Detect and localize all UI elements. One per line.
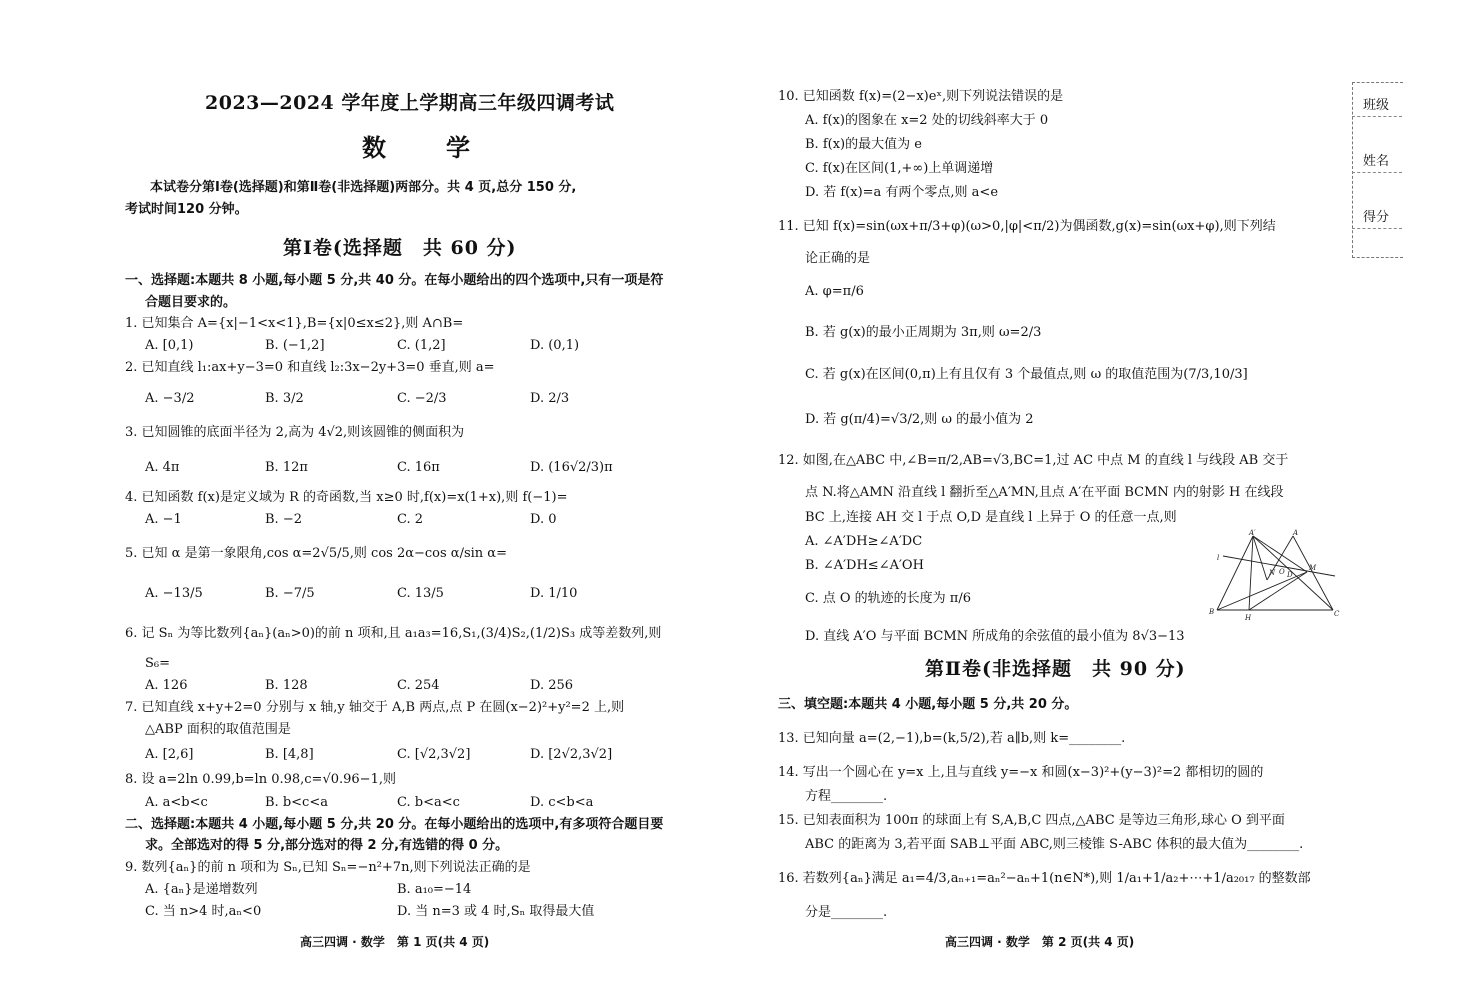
q8-option-c: C. b<a<c bbox=[397, 795, 460, 810]
label-o: O bbox=[1279, 568, 1285, 576]
q16-line-1: 16. 若数列{aₙ}满足 a₁=4/3,aₙ₊₁=aₙ²−aₙ+1(n∈N*),则 1/a₁+1/a₂+⋯+1/a₂₀₁₇ 的整数部 bbox=[778, 871, 1311, 886]
q9-option-c: C. 当 n>4 时,aₙ<0 bbox=[145, 904, 262, 919]
q10-option-b: B. f(x)的最大值为 e bbox=[805, 137, 922, 152]
q6-option-c: C. 254 bbox=[397, 678, 440, 693]
q6-option-a: A. 126 bbox=[145, 678, 188, 693]
edge-a-c bbox=[1293, 536, 1333, 610]
intro-line-1: 本试卷分第Ⅰ卷(选择题)和第Ⅱ卷(非选择题)两部分。共 4 页,总分 150 分, bbox=[150, 180, 577, 195]
label-d: D bbox=[1287, 571, 1293, 579]
q11-stem-line-2: 论正确的是 bbox=[805, 251, 871, 266]
subject-title: 数 学 bbox=[362, 133, 488, 162]
q9-option-a: A. {aₙ}是递增数列 bbox=[145, 882, 258, 897]
q5-stem: 5. 已知 α 是第一象限角,cos α=2√5/5,则 cos 2α−cos α/sin α= bbox=[125, 546, 507, 561]
section1-line-1: 一、选择题:本题共 8 小题,每小题 5 分,共 40 分。在每小题给出的四个选项中,只有一项是符 bbox=[125, 273, 664, 288]
q7-stem-line-1: 7. 已知直线 x+y+2=0 分别与 x 轴,y 轴交于 A,B 两点,点 P 在圆(x−2)²+y²=2 上,则 bbox=[125, 700, 625, 715]
part1-title: 第Ⅰ卷(选择题 共 60 分) bbox=[283, 237, 517, 259]
q3-option-c: C. 16π bbox=[397, 460, 440, 475]
label-a: A bbox=[1293, 529, 1299, 537]
q6-option-b: B. 128 bbox=[265, 678, 308, 693]
q8-option-a: A. a<b<c bbox=[145, 795, 208, 810]
q12-option-b: B. ∠A′DH≤∠A′OH bbox=[805, 558, 924, 573]
name-field-line[interactable] bbox=[1352, 172, 1402, 173]
q12-option-d: D. 直线 A′O 与平面 BCMN 所成角的余弦值的最小值为 8√3−13 bbox=[805, 629, 1185, 644]
score-label: 得分 bbox=[1363, 210, 1390, 225]
q11-option-b: B. 若 g(x)的最小正周期为 3π,则 ω=2/3 bbox=[805, 325, 1042, 340]
q12-geometry-figure bbox=[1205, 528, 1343, 624]
q3-option-d: D. (16√2/3)π bbox=[530, 460, 613, 475]
score-field-line[interactable] bbox=[1352, 228, 1402, 229]
q4-option-b: B. −2 bbox=[265, 512, 302, 527]
q7-option-a: A. [2,6] bbox=[145, 747, 194, 762]
class-field-line[interactable] bbox=[1352, 116, 1402, 117]
label-n: N bbox=[1269, 569, 1276, 577]
q5-option-a: A. −13/5 bbox=[145, 586, 203, 601]
q5-option-b: B. −7/5 bbox=[265, 586, 315, 601]
section2-line-1: 二、选择题:本题共 4 小题,每小题 5 分,共 20 分。在每小题给出的选项中,有多项符合题目要 bbox=[125, 817, 664, 832]
q8-stem: 8. 设 a=2ln 0.99,b=ln 0.98,c=√0.96−1,则 bbox=[125, 772, 396, 787]
name-label: 姓名 bbox=[1363, 154, 1390, 169]
q11-option-c: C. 若 g(x)在区间(0,π)上有且仅有 3 个最值点,则 ω 的取值范围为(7/3,10/3] bbox=[805, 367, 1248, 382]
label-b: B bbox=[1209, 608, 1215, 616]
q5-option-d: D. 1/10 bbox=[530, 586, 578, 601]
q1-stem: 1. 已知集合 A={x|−1<x<1},B={x|0≤x≤2},则 A∩B= bbox=[125, 316, 464, 331]
q8-option-b: B. b<c<a bbox=[265, 795, 328, 810]
q7-option-c: C. [√2,3√2] bbox=[397, 747, 471, 762]
q15-line-1: 15. 已知表面积为 100π 的球面上有 S,A,B,C 四点,△ABC 是等边三角形,球心 O 到平面 bbox=[778, 813, 1285, 828]
q12-stem-line-1: 12. 如图,在△ABC 中,∠B=π/2,AB=√3,BC=1,过 AC 中点 M 的直线 l 与线段 AB 交于 bbox=[778, 453, 1289, 468]
section2-line-2: 求。全部选对的得 5 分,部分选对的得 2 分,有选错的得 0 分。 bbox=[145, 838, 509, 853]
q11-stem-line-1: 11. 已知 f(x)=sin(ωx+π/3+φ)(ω>0,|φ|<π/2)为偶函数,g(x)=sin(ωx+φ),则下列结 bbox=[778, 219, 1276, 234]
q4-option-d: D. 0 bbox=[530, 512, 557, 527]
q10-option-c: C. f(x)在区间(1,+∞)上单调递增 bbox=[805, 161, 994, 176]
q2-option-a: A. −3/2 bbox=[145, 391, 195, 406]
q14-line-2: 方程________. bbox=[805, 789, 888, 804]
q7-option-d: D. [2√2,3√2] bbox=[530, 747, 613, 762]
q8-option-d: D. c<b<a bbox=[530, 795, 594, 810]
q3-stem: 3. 已知圆锥的底面半径为 2,高为 4√2,则该圆锥的侧面积为 bbox=[125, 425, 465, 440]
q4-stem: 4. 已知函数 f(x)是定义域为 R 的奇函数,当 x≥0 时,f(x)=x(1+x),则 f(−1)= bbox=[125, 490, 568, 505]
q10-option-a: A. f(x)的图象在 x=2 处的切线斜率大于 0 bbox=[805, 113, 1049, 128]
q9-option-d: D. 当 n=3 或 4 时,Sₙ 取得最大值 bbox=[397, 904, 595, 919]
q1-option-c: C. (1,2] bbox=[397, 338, 446, 353]
q6-stem-line-1: 6. 记 Sₙ 为等比数列{aₙ}(aₙ>0)的前 n 项和,且 a₁a₃=16,S₁,(3/4)S₂,(1/2)S₃ 成等差数列,则 bbox=[125, 626, 662, 641]
q2-option-d: D. 2/3 bbox=[530, 391, 570, 406]
edge-h-m bbox=[1249, 572, 1307, 610]
page1-footer: 高三四调 · 数学 第 1 页(共 4 页) bbox=[300, 935, 490, 949]
label-l: l bbox=[1217, 554, 1220, 562]
q13-stem: 13. 已知向量 a=(2,−1),b=(k,5/2),若 a∥b,则 k=________. bbox=[778, 731, 1126, 746]
q2-option-c: C. −2/3 bbox=[397, 391, 447, 406]
q1-option-d: D. (0,1) bbox=[530, 338, 580, 353]
q7-option-b: B. [4,8] bbox=[265, 747, 314, 762]
edge-aprime-h bbox=[1249, 536, 1253, 610]
q9-stem: 9. 数列{aₙ}的前 n 项和为 Sₙ,已知 Sₙ=−n²+7n,则下列说法正确的是 bbox=[125, 860, 531, 875]
q3-option-b: B. 12π bbox=[265, 460, 308, 475]
part2-title: 第Ⅱ卷(非选择题 共 90 分) bbox=[925, 658, 1186, 680]
q10-stem: 10. 已知函数 f(x)=(2−x)eˣ,则下列说法错误的是 bbox=[778, 89, 1064, 104]
q11-option-a: A. φ=π/6 bbox=[805, 284, 864, 299]
q1-option-b: B. (−1,2] bbox=[265, 338, 325, 353]
q12-stem-line-2: 点 N.将△AMN 沿直线 l 翻折至△A′MN,且点 A′在平面 BCMN 内的射影 H 在线段 bbox=[805, 485, 1284, 500]
q3-option-a: A. 4π bbox=[145, 460, 180, 475]
label-m: M bbox=[1309, 564, 1317, 572]
section3-title: 三、填空题:本题共 4 小题,每小题 5 分,共 20 分。 bbox=[778, 697, 1078, 712]
section1-line-2: 合题目要求的。 bbox=[145, 295, 237, 310]
q15-line-2: ABC 的距离为 3,若平面 SAB⊥平面 ABC,则三棱锥 S-ABC 体积的最大值为________. bbox=[805, 837, 1304, 852]
q10-option-d: D. 若 f(x)=a 有两个零点,则 a<e bbox=[805, 185, 999, 200]
edge-b-m bbox=[1217, 572, 1307, 610]
q7-stem-line-2: △ABP 面积的取值范围是 bbox=[145, 722, 291, 737]
q14-line-1: 14. 写出一个圆心在 y=x 上,且与直线 y=−x 和圆(x−3)²+(y−3)²=2 都相切的圆的 bbox=[778, 765, 1264, 780]
q4-option-c: C. 2 bbox=[397, 512, 424, 527]
intro-line-2: 考试时间120 分钟。 bbox=[125, 202, 248, 217]
q16-line-2: 分是________. bbox=[805, 905, 888, 920]
q11-option-d: D. 若 g(π/4)=√3/2,则 ω 的最小值为 2 bbox=[805, 412, 1034, 427]
edge-b-aprime bbox=[1217, 536, 1253, 610]
q4-option-a: A. −1 bbox=[145, 512, 182, 527]
label-c: C bbox=[1334, 610, 1340, 618]
q12-option-c: C. 点 O 的轨迹的长度为 π/6 bbox=[805, 591, 971, 606]
label-h: H bbox=[1245, 614, 1252, 622]
q2-option-b: B. 3/2 bbox=[265, 391, 304, 406]
q5-option-c: C. 13/5 bbox=[397, 586, 444, 601]
label-aprime: A′ bbox=[1249, 529, 1256, 537]
q9-option-b: B. a₁₀=−14 bbox=[397, 882, 472, 897]
q1-option-a: A. [0,1) bbox=[145, 338, 194, 353]
exam-title: 2023—2024 学年度上学期高三年级四调考试 bbox=[205, 92, 615, 114]
q2-stem: 2. 已知直线 l₁:ax+y−3=0 和直线 l₂:3x−2y+3=0 垂直,则 a= bbox=[125, 360, 495, 375]
class-label: 班级 bbox=[1363, 98, 1390, 113]
page2-footer: 高三四调 · 数学 第 2 页(共 4 页) bbox=[945, 935, 1135, 949]
q12-stem-line-3: BC 上,连接 AH 交 l 于点 O,D 是直线 l 上异于 O 的任意一点,则 bbox=[805, 510, 1177, 525]
q6-stem-line-2: S₆= bbox=[145, 656, 171, 671]
q6-option-d: D. 256 bbox=[530, 678, 574, 693]
q12-option-a: A. ∠A′DH≥∠A′DC bbox=[805, 534, 923, 549]
